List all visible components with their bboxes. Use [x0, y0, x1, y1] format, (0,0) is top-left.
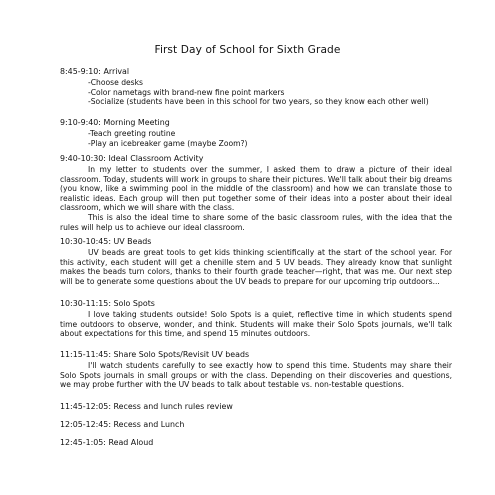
list-item: -Socialize (students have been in this school for two years, so they know each other well)	[88, 97, 429, 107]
document-title: First Day of School for Sixth Grade	[154, 44, 341, 56]
list-item: -Teach greeting routine	[88, 129, 176, 138]
section-read-aloud	[60, 438, 452, 449]
section-heading: 10:30-11:15: Solo Spots	[60, 299, 155, 308]
paragraph: This is also the ideal time to share some of the basic classroom rules, with the idea that the rules will help us to achieve our ideal classroom.	[60, 212, 452, 232]
list-item: -Play an icebreaker game (maybe Zoom?)	[88, 138, 248, 148]
section-heading: 9:10-9:40: Morning Meeting	[60, 118, 170, 127]
section-recess-rules	[60, 402, 452, 413]
paragraph: In my letter to students over the summer, I asked them to draw a picture of their ideal classroom. Today, students will work in groups to share their pictures. We'll talk about their big dreams (you know, like a swimming pool in the middle of the classroom) and how we can translate those to realistic ideas. Each group will then put together some of their ideas into a poster about their ideal classroom, which we will share with the class.	[60, 165, 452, 213]
list-item: -Choose desks	[88, 78, 143, 87]
paragraph: UV beads are great tools to get kids thinking scientifically at the start of the school year. For this activity, each student will get a chenille stem and 5 UV beads. They already know that sunlight makes the beads turn colors, thanks to their fourth grade teacher—right, that was me. Our next step will be to generate some questions about the UV beads to prepare for our upcoming trip outdoors...	[60, 248, 452, 286]
list-item: -Color nametags with brand-new fine point markers	[88, 87, 285, 97]
section-solo-spots	[60, 299, 452, 339]
section-heading: 12:05-12:45: Recess and Lunch	[60, 420, 185, 429]
section-heading: 9:40-10:30: Ideal Classroom Activity	[60, 154, 204, 163]
section-uv-beads	[60, 237, 452, 286]
section-ideal-classroom	[60, 154, 452, 232]
section-heading: 12:45-1:05: Read Aloud	[60, 438, 154, 447]
section-heading: 10:30-10:45: UV Beads	[60, 237, 152, 246]
section-heading: 8:45-9:10: Arrival	[60, 67, 130, 76]
section-heading: 11:45-12:05: Recess and lunch rules review	[60, 402, 233, 411]
section-arrival	[60, 67, 452, 107]
paragraph: I'll watch students carefully to see exactly how to spend this time. Students may share their Solo Spots journals in small groups or with the class. Depending on their discoveries and questions, we may probe further with the UV beads to talk about testable vs. non-testable questions.	[60, 361, 452, 390]
section-morning-meeting	[60, 118, 452, 148]
section-heading: 11:15-11:45: Share Solo Spots/Revisit UV beads	[60, 350, 250, 359]
section-recess-lunch	[60, 420, 452, 431]
section-share-solo-spots	[60, 350, 452, 390]
paragraph: I love taking students outside! Solo Spots is a quiet, reflective time in which students spend time outdoors to observe, wonder, and think. Students will make their Solo Spots journals, we'll talk about expectations for this time, and spend 15 minutes outdoors.	[60, 310, 452, 339]
